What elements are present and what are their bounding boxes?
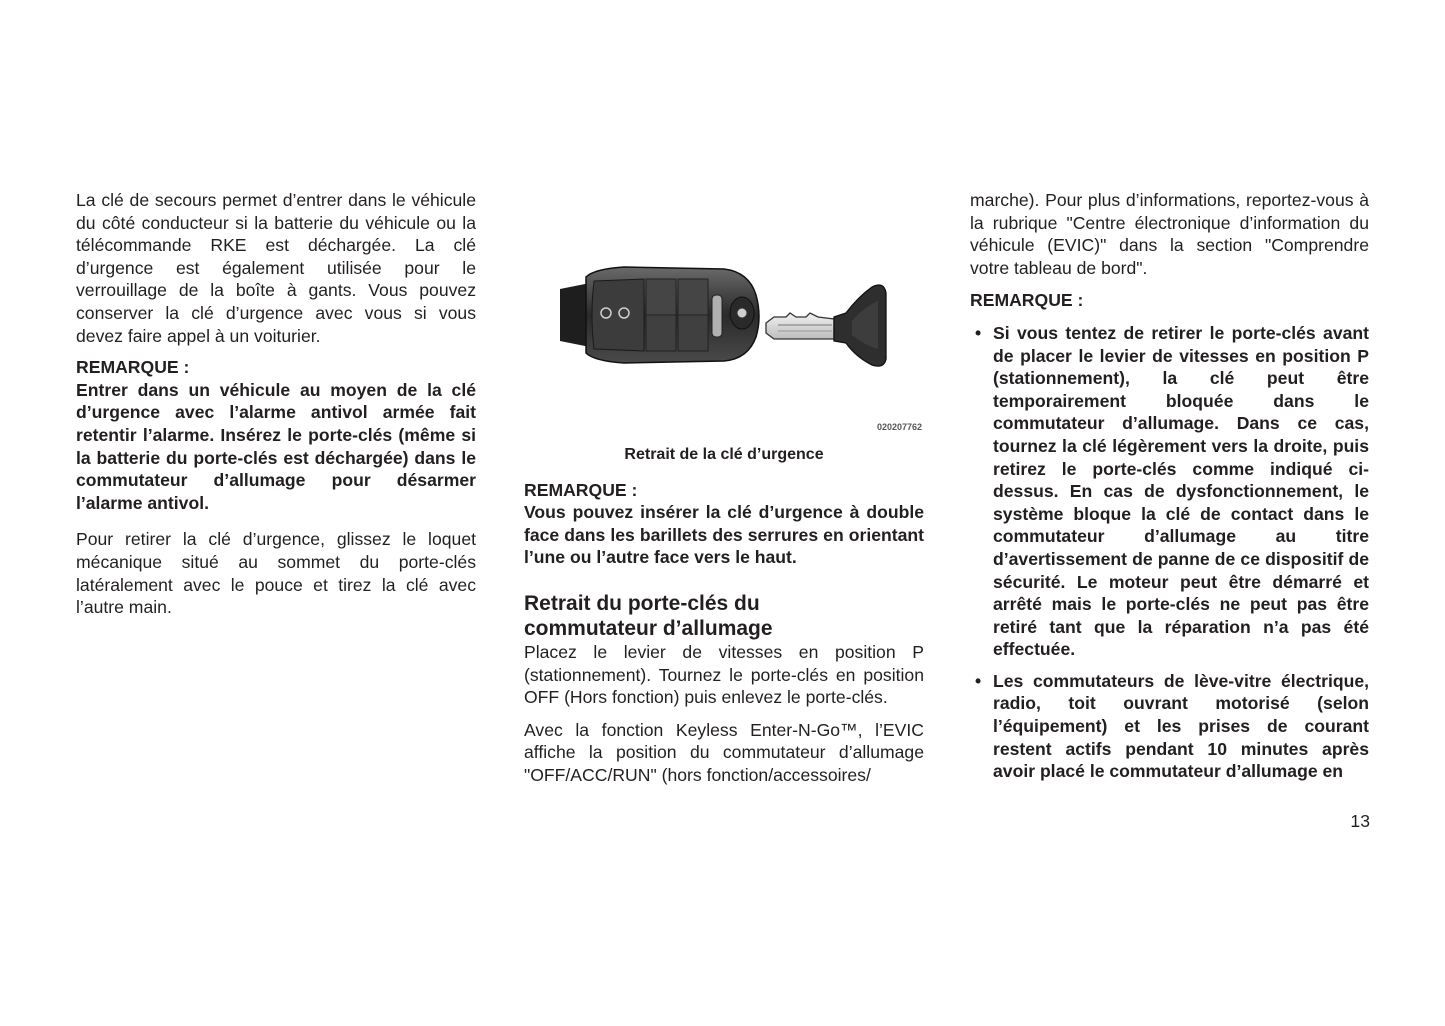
keyless-evic-paragraph: Avec la fonction Keyless Enter-N-Go™, l’EVIC affiche la position du commutateur d’allumage "OFF/ACC/RUN" (hors fonction/accessoires/ xyxy=(524,719,924,785)
section-title-line-1: Retrait du porte-clés du xyxy=(524,591,760,615)
bullet-text: Si vous tentez de retirer le porte-clés avant de placer le levier de vitesses en position P (stationnement), la clé peut être temporairement bloquée dans le commutateur d’allumage. Dans ce cas, tournez la clé légèrement vers la droite, puis retirez le porte-clés comme indiqué ci-dessus. En cas de dysfonctionnement, le système bloque la clé de contact dans le commutateur d’allumage au titre d’avertissement de panne de ce dispositif de sécurité. Le moteur peut être démarré et arrêté mais le porte-clés ne peut pas être retiré tant que la réparation n’a pas été effectuée. xyxy=(993,322,1369,660)
note-bullet-list xyxy=(970,322,1369,783)
key-fob-figure xyxy=(524,200,924,432)
double-sided-key-note: Vous pouvez insérer la clé d’urgence à double face dans les barillets des serrures en orientant l’une ou l’autre face vers le haut. xyxy=(524,502,924,568)
remove-fob-paragraph: Placez le levier de vitesses en position P (stationnement). Tournez le porte-clés en position OFF (Hors fonction) puis enlevez le porte-clés. xyxy=(524,641,924,708)
section-title xyxy=(524,591,924,641)
note-heading: REMARQUE : xyxy=(524,479,638,500)
emergency-key xyxy=(766,285,886,366)
left-column xyxy=(76,189,476,619)
key-fob-illustration xyxy=(534,217,926,417)
key-fob xyxy=(560,267,759,363)
middle-column xyxy=(524,200,924,787)
evic-continuation-paragraph: marche). Pour plus d’informations, reportez-vous à la rubrique "Centre électronique d’information du véhicule (EVIC)" dans la section "Comprendre votre tableau de bord". xyxy=(970,190,1369,278)
bullet-icon: • xyxy=(975,322,982,343)
list-item xyxy=(970,322,1369,661)
section-title-line-2: commutateur d’allumage xyxy=(524,616,773,640)
page-number: 13 xyxy=(1350,811,1370,831)
figure-caption: Retrait de la clé d’urgence xyxy=(624,446,824,463)
right-column xyxy=(970,189,1369,792)
alarm-note: Entrer dans un véhicule au moyen de la clé d’urgence avec l’alarme antivol armée fait retentir l’alarme. Insérez le porte-clés (même si la batterie du porte-clés est déchargée) dans le commutateur d’allumage pour désarmer l’alarme antivol. xyxy=(76,379,476,513)
note-heading: REMARQUE : xyxy=(970,290,1084,311)
list-item xyxy=(970,670,1369,783)
bullet-icon: • xyxy=(975,670,982,691)
remove-key-paragraph: Pour retirer la clé d’urgence, glissez le loquet mécanique situé au sommet du porte-clés latéralement avec le pouce et tirez la clé avec l’autre main. xyxy=(76,529,476,618)
bullet-text: Les commutateurs de lève-vitre électrique, radio, toit ouvrant motorisé (selon l’équipement) et les prises de courant restent actifs pendant 10 minutes après avoir placé le commutateur d’allumage en xyxy=(993,670,1369,782)
emergency-key-intro: La clé de secours permet d’entrer dans le véhicule du côté conducteur si la batterie du véhicule ou la télécommande RKE est déchargée. La clé d’urgence est également utilisée pour le verrouillage de la boîte à gants. Vous pouvez conserver la clé d’urgence avec vous si vous devez faire appel à un voiturier. xyxy=(76,190,476,346)
note-heading: REMARQUE : xyxy=(76,357,190,378)
figure-code: 020207762 xyxy=(876,422,922,432)
